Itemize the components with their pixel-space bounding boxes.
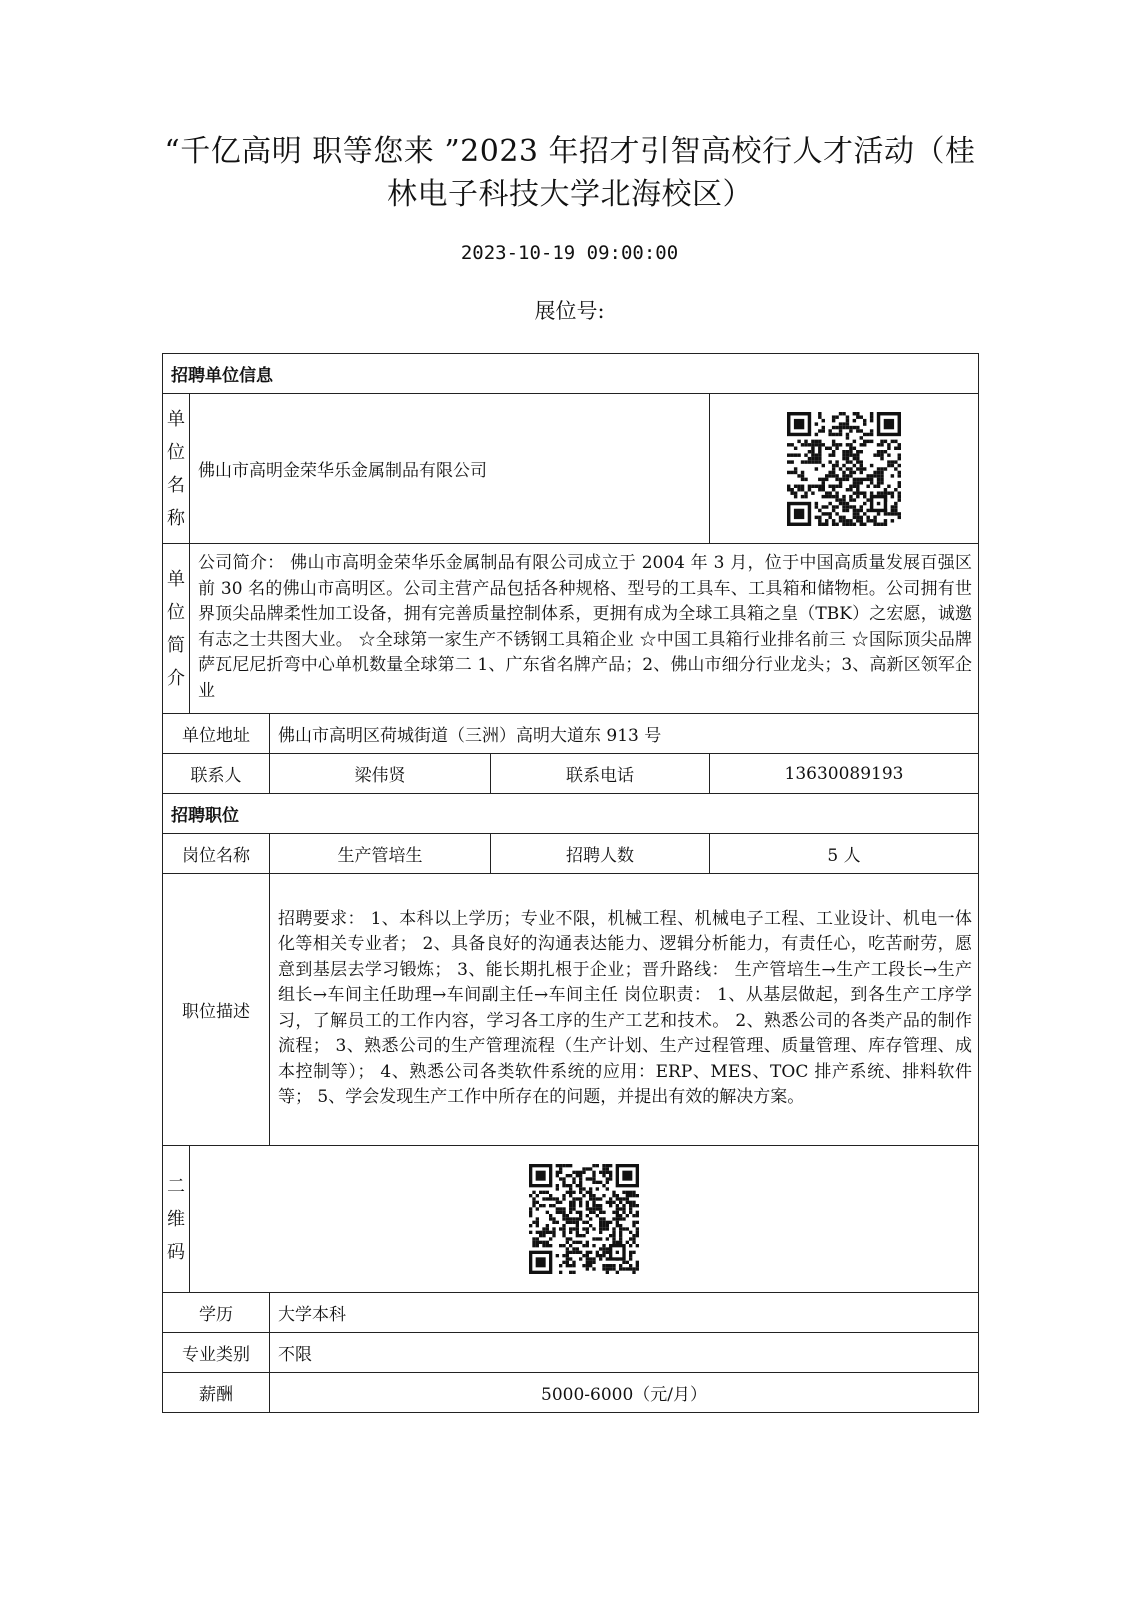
hire-count-label: 招聘人数 xyxy=(491,834,710,874)
position-desc-label: 职位描述 xyxy=(163,874,270,1146)
qr-code-icon xyxy=(529,1164,639,1274)
qr-label: 二维码 xyxy=(163,1146,190,1293)
company-intro-row xyxy=(163,544,979,714)
position-name: 生产管培生 xyxy=(270,834,491,874)
education-label: 学历 xyxy=(163,1293,270,1333)
contact-label: 联系人 xyxy=(163,754,270,794)
salary: 5000-6000（元/月） xyxy=(270,1373,979,1413)
company-address-row xyxy=(163,714,979,754)
company-address: 佛山市高明区荷城街道（三洲）高明大道东 913 号 xyxy=(270,714,979,754)
qr-code-icon xyxy=(787,412,901,526)
position-section-header xyxy=(163,794,979,834)
position-desc: 招聘要求： 1、本科以上学历；专业不限，机械工程、机械电子工程、工业设计、机电一体化等相关专业者； 2、具备良好的沟通表达能力、逻辑分析能力，有责任心，吃苦耐劳，愿意到基层去学习锻炼； 3、能长期扎根于企业；晋升路线： 生产管培生→生产工段长→生产组长→车间主任助理→车间副主任→车间主任 岗位职责： 1、从基层做起，到各生产工序学习，了解员工的工作内容，学习各工序的生产工艺和技术。 2、熟悉公司的各类产品的制作流程； 3、熟悉公司的生产管理流程（生产计划、生产过程管理、质量管理、库存管理、成本控制等）； 4、熟悉公司各类软件系统的应用：ERP、MES、TOC 排产系统、排料软件等； 5、学会发现生产工作中所存在的问题，并提出有效的解决方案。 xyxy=(270,874,979,1146)
qr-row xyxy=(163,1146,979,1293)
company-intro: 公司简介： 佛山市高明金荣华乐金属制品有限公司成立于 2004 年 3 月，位于中国高质量发展百强区前 30 名的佛山市高明区。公司主营产品包括各种规格、型号的工具车、工具箱和储物柜。公司拥有世界顶尖品牌柔性加工设备，拥有完善质量控制体系，更拥有成为全球工具箱之皇（TBK）之宏愿，诚邀有志之士共图大业。 ☆全球第一家生产不锈钢工具箱企业 ☆中国工具箱行业排名前三 ☆国际顶尖品牌萨瓦尼尼折弯中心单机数量全球第二 1、广东省名牌产品；2、佛山市细分行业龙头；3、高新区领军企业 xyxy=(190,544,979,714)
section-title-position: 招聘职位 xyxy=(163,794,979,834)
section-title-company: 招聘单位信息 xyxy=(163,354,979,394)
company-name: 佛山市高明金荣华乐金属制品有限公司 xyxy=(190,394,710,544)
position-name-row xyxy=(163,834,979,874)
contact-phone: 13630089193 xyxy=(710,754,979,794)
job-info-table xyxy=(162,353,979,1413)
company-section-header xyxy=(163,354,979,394)
position-name-label: 岗位名称 xyxy=(163,834,270,874)
event-datetime: 2023-10-19 09:00:00 xyxy=(460,242,679,264)
address-label: 单位地址 xyxy=(163,714,270,754)
hire-count: 5 人 xyxy=(710,834,979,874)
education: 大学本科 xyxy=(270,1293,979,1333)
major: 不限 xyxy=(270,1333,979,1373)
phone-label: 联系电话 xyxy=(491,754,710,794)
position-qr-cell xyxy=(190,1146,979,1293)
company-name-label: 单位名称 xyxy=(163,394,190,544)
company-intro-label: 单位简介 xyxy=(163,544,190,714)
company-name-row xyxy=(163,394,979,544)
company-qr-cell xyxy=(710,394,979,544)
education-row xyxy=(163,1293,979,1333)
salary-label: 薪酬 xyxy=(163,1373,270,1413)
booth-number: 展位号: xyxy=(534,299,605,323)
major-row xyxy=(163,1333,979,1373)
position-desc-row xyxy=(163,874,979,1146)
page-title: “千亿高明 职等您来 ”2023 年招才引智高校行人才活动（桂林电子科技大学北海校区） xyxy=(164,134,976,212)
contact-row xyxy=(163,754,979,794)
salary-row xyxy=(163,1373,979,1413)
contact-name: 梁伟贤 xyxy=(270,754,491,794)
major-label: 专业类别 xyxy=(163,1333,270,1373)
